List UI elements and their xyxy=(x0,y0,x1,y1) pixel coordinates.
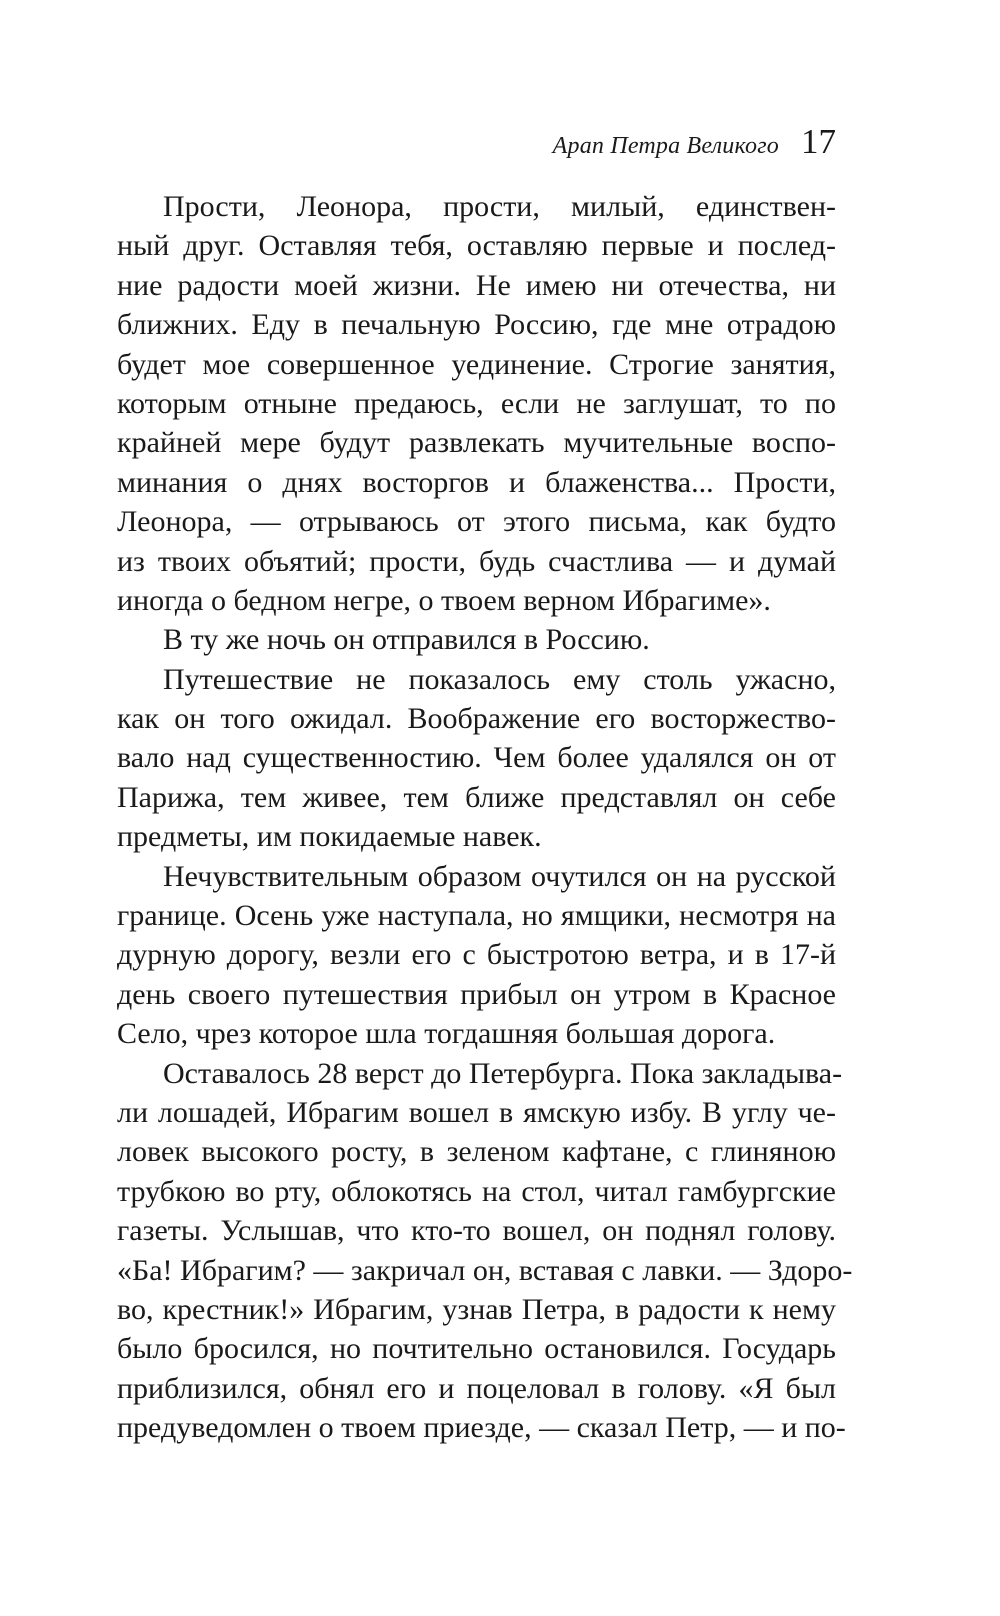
text-line: из твоих объятий; прости, будь счастлива — и думай xyxy=(117,544,836,578)
text-line: ли лошадей, Ибрагим вошел в ямскую избу. В углу че- xyxy=(117,1095,836,1129)
text-line: минания о днях восторгов и блаженства... Прости, xyxy=(117,465,836,499)
text-line: Нечувствительным образом очутился он на русской xyxy=(163,859,836,893)
body-text xyxy=(117,187,853,1448)
text-line: предметы, им покидаемые навек. xyxy=(117,820,542,854)
text-line: В ту же ночь он отправился в Россию. xyxy=(163,623,650,657)
text-line: газеты. Услышав, что кто-то вошел, он поднял голову. xyxy=(117,1214,836,1248)
text-line: Село, чрез которое шла тогдашняя большая дорога. xyxy=(117,1017,776,1051)
text-line: границе. Осень уже наступала, но ямщики, несмотря на xyxy=(117,899,836,933)
page-number: 17 xyxy=(801,122,836,161)
text-line: Леонора, — отрываюсь от этого письма, как будто xyxy=(117,505,836,539)
text-line: ловек высокого росту, в зеленом кафтане, с глиняною xyxy=(117,1135,836,1169)
text-line: приблизился, обнял его и поцеловал в голову. «Я был xyxy=(117,1371,836,1405)
running-header xyxy=(120,122,836,162)
running-title: Арап Петра Великого xyxy=(552,133,779,159)
text-line: как он того ожидал. Воображение его восторжество- xyxy=(117,702,836,736)
text-line: Путешествие не показалось ему столь ужасно, xyxy=(163,662,836,696)
text-line: крайней мере будут развлекать мучительные воспо- xyxy=(117,426,836,460)
text-line: которым отныне предаюсь, если не заглушат, то по xyxy=(117,386,836,420)
text-line: Прости, Леонора, прости, милый, единствен- xyxy=(163,190,836,223)
text-line: во, крестник!» Ибрагим, узнав Петра, в радости к нему xyxy=(117,1292,836,1326)
text-line: дурную дорогу, везли его с быстротою ветра, и в 17-й xyxy=(117,938,836,972)
text-line: Парижа, тем живее, тем ближе представлял он себе xyxy=(117,780,836,814)
text-line: ближних. Еду в печальную Россию, где мне отрадою xyxy=(117,308,836,342)
text-line: предуведомлен о твоем приезде, — сказал Петр, — и по- xyxy=(117,1411,846,1445)
text-line: ние радости моей жизни. Не имею ни отечества, ни xyxy=(117,268,836,302)
text-line: Оставалось 28 верст до Петербурга. Пока закладыва- xyxy=(163,1056,843,1090)
text-line: иногда о бедном негре, о твоем верном Ибрагиме». xyxy=(117,583,771,617)
text-line: вало над существенностию. Чем более удалялся он от xyxy=(117,741,836,775)
text-line: «Ба! Ибрагим? — закричал он, вставая с лавки. — Здоро- xyxy=(117,1253,853,1287)
text-line: было бросился, но почтительно остановился. Государь xyxy=(117,1332,836,1366)
text-line: будет мое совершенное уединение. Строгие занятия, xyxy=(117,347,836,381)
text-line: трубкою во рту, облокотясь на стол, читал гамбургские xyxy=(117,1174,836,1208)
text-line: день своего путешествия прибыл он утром в Красное xyxy=(117,977,836,1011)
text-line: ный друг. Оставляя тебя, оставляю первые и послед- xyxy=(117,229,836,263)
